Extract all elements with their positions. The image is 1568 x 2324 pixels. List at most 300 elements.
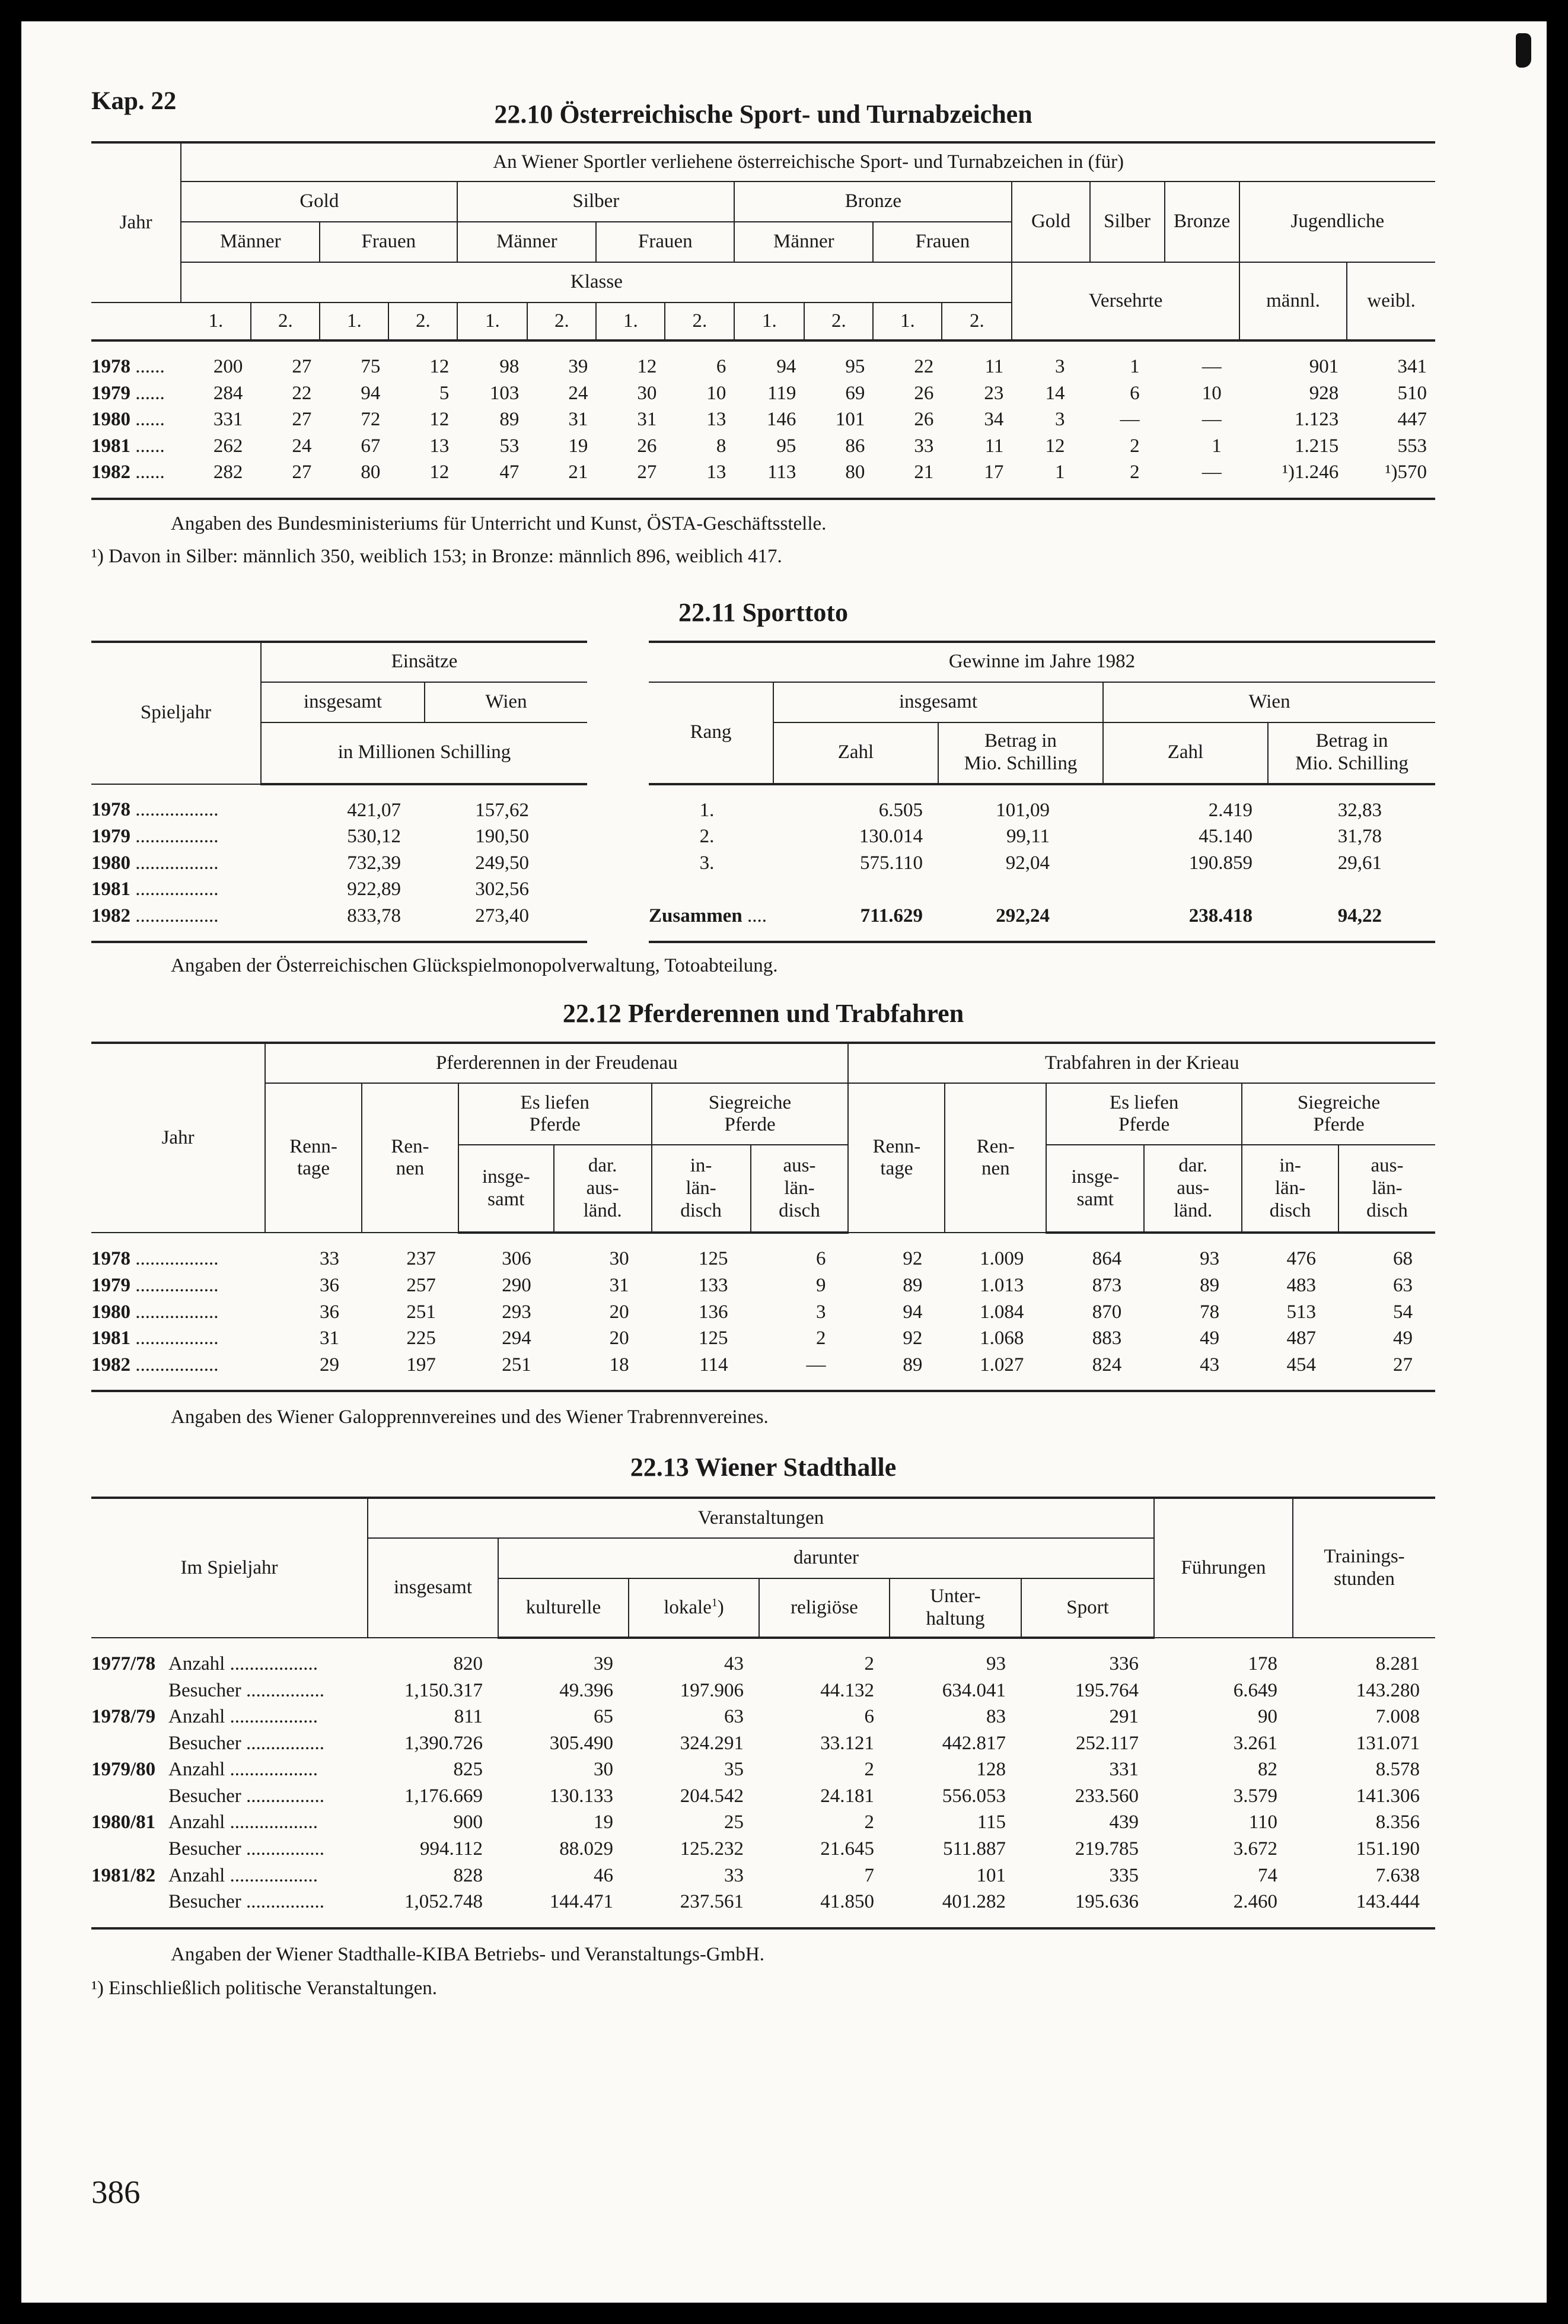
row-year: 1979 ................. — [91, 1275, 219, 1297]
cell-value: 125.232 — [680, 1838, 744, 1860]
hdr-inlaendisch: in- län- disch — [1242, 1145, 1338, 1233]
hdr-unterhaltung: Unter- haltung — [890, 1578, 1021, 1638]
table-row — [91, 823, 587, 850]
table-row — [649, 850, 1435, 877]
hdr-im-spieljahr: Im Spieljahr — [91, 1498, 368, 1638]
cell-value: 1,052.748 — [368, 1889, 498, 1928]
cell-value: 115 — [977, 1812, 1006, 1833]
table-row — [91, 380, 1435, 407]
row-label: 1979/80 Anzahl .................. — [91, 1759, 318, 1781]
chapter-label: Kap. 22 — [91, 87, 177, 115]
k1: 1. — [320, 303, 388, 340]
hdr-dar-auslaend: dar. aus- länd. — [1144, 1145, 1242, 1233]
cell-value: 511.887 — [942, 1838, 1006, 1860]
cell-value: 144.471 — [498, 1889, 629, 1928]
cell-value: 95 — [776, 435, 796, 457]
table-row-anzahl — [91, 1863, 1435, 1889]
cell-value: 11 — [984, 435, 1004, 457]
cell-value: 195.764 — [1075, 1679, 1139, 1701]
cell-value: 44.132 — [820, 1679, 874, 1701]
k1: 1. — [457, 303, 527, 340]
table-row — [649, 784, 1435, 824]
row-year: 1982 ................. — [91, 903, 261, 943]
table-row — [91, 340, 1435, 380]
cell-value: 3 — [815, 1301, 826, 1323]
k2: 2. — [388, 303, 457, 340]
cell-value: 510 — [1397, 382, 1427, 404]
table-row-besucher — [91, 1889, 1435, 1928]
cell-value: 80 — [320, 459, 388, 499]
cell-value: 2.460 — [1154, 1889, 1293, 1928]
table-row — [91, 1325, 1435, 1352]
hdr-siegreiche: Siegreiche Pferde — [1242, 1083, 1435, 1145]
cell-value: 13 — [706, 409, 726, 431]
hdr-religioese: religiöse — [759, 1578, 890, 1638]
cell-value: 3.579 — [1233, 1785, 1278, 1807]
cell-empty — [1103, 876, 1268, 903]
cell-value: 133 — [699, 1275, 728, 1297]
cell-value: 33 — [724, 1864, 744, 1886]
cell-z2: 190.859 — [1188, 852, 1253, 874]
row-year: 1982 ...... — [91, 459, 181, 499]
cell-value: 89 — [903, 1275, 923, 1297]
cell-value: 19 — [594, 1812, 613, 1833]
cell-value: 22 — [292, 382, 312, 404]
table-2210 — [91, 141, 1435, 500]
cell-value: 2 — [864, 1759, 874, 1781]
hdr-zahl: Zahl — [1103, 722, 1268, 784]
cell-value: 33.121 — [820, 1732, 874, 1754]
hdr-insgesamt: insge- samt — [458, 1145, 554, 1233]
cell-value: 2 — [1090, 459, 1165, 499]
cell-value: 251 — [458, 1352, 554, 1392]
table-row-besucher — [91, 1677, 1435, 1704]
cell-value: 74 — [1258, 1864, 1278, 1886]
row-year: 1982 ................. — [91, 1352, 265, 1392]
k2: 2. — [804, 303, 873, 340]
cell-value: 130.133 — [549, 1785, 613, 1807]
cell-value: 1.084 — [980, 1301, 1024, 1323]
hdr-bronze-maenner: Männer — [734, 222, 873, 262]
cell-value: 454 — [1242, 1352, 1338, 1392]
cell-value: 86 — [845, 435, 865, 457]
row-label: Besucher ................ — [168, 1679, 325, 1701]
hdr-es-liefen: Es liefen Pferde — [458, 1083, 652, 1145]
k2: 2. — [251, 303, 320, 340]
cell-value: 93 — [986, 1653, 1006, 1675]
row-year: 1981 ................. — [91, 878, 219, 900]
cell-value: 873 — [1092, 1275, 1122, 1297]
cell-value: 331 — [1109, 1759, 1139, 1781]
cell-value: 26 — [637, 435, 657, 457]
cell-z1: 575.110 — [859, 852, 923, 874]
cell-value: 1,150.317 — [404, 1679, 483, 1701]
cell-value: 21 — [527, 459, 596, 499]
cell-value: 12 — [429, 356, 450, 377]
cell-value: 89 — [1200, 1275, 1220, 1297]
hdr-versehrte-silber: Silber — [1090, 182, 1165, 262]
cell-rang: 1. — [699, 799, 715, 821]
cell-value: 141.306 — [1356, 1785, 1420, 1807]
hdr-in-mio: in Millionen Schilling — [261, 722, 587, 784]
cell-value: 178 — [1248, 1653, 1278, 1674]
cell-value: 69 — [845, 382, 865, 404]
row-year: 1980 ................. — [91, 852, 219, 874]
hdr-versehrte: Versehrte — [1012, 262, 1239, 340]
cell-value: 1 — [1130, 356, 1140, 377]
cell-value: 75 — [361, 356, 381, 377]
table-row-anzahl — [91, 1756, 1435, 1783]
table-row-blank — [649, 876, 1435, 903]
hdr-es-liefen: Es liefen Pferde — [1046, 1083, 1242, 1145]
table-row — [91, 1233, 1435, 1272]
cell-value: 72 — [361, 409, 381, 431]
cell-b1: 101,09 — [996, 799, 1050, 821]
t4-source: Angaben der Wiener Stadthalle-KIBA Betriebs- und Veranstaltungs-GmbH. — [171, 1943, 764, 1965]
cell-value: 54 — [1393, 1301, 1413, 1323]
cell-value: 63 — [724, 1706, 744, 1728]
cell-value: 27 — [1338, 1352, 1435, 1392]
hdr-weibl: weibl. — [1347, 262, 1435, 340]
cell-value: 49 — [1200, 1327, 1220, 1349]
t3-source: Angaben des Wiener Galopprennvereines und des Wiener Trabrennvereines. — [171, 1406, 769, 1428]
cell-value: 200 — [213, 356, 243, 377]
cell-insgesamt: 833,78 — [261, 903, 425, 943]
scan-mark — [1516, 33, 1531, 68]
cell-value: 8.356 — [1375, 1812, 1420, 1833]
cell-wien: 190,50 — [475, 826, 529, 848]
hdr-zahl: Zahl — [773, 722, 938, 784]
cell-value: 29 — [265, 1352, 362, 1392]
cell-value: 442.817 — [942, 1732, 1006, 1754]
hdr-inlaendisch: in- län- disch — [652, 1145, 751, 1233]
cell-value: 22 — [914, 356, 934, 377]
cell-value: 13 — [429, 435, 450, 457]
cell-value: 12 — [388, 459, 457, 499]
cell-value: 262 — [213, 435, 243, 457]
cell-value: 306 — [502, 1248, 531, 1270]
cell-value: 33 — [914, 435, 934, 457]
row-year: 1978 ...... — [91, 356, 165, 377]
table-row — [649, 823, 1435, 850]
cell-b1: 99,11 — [1006, 826, 1050, 848]
row-label: 1981/82 Anzahl .................. — [91, 1864, 318, 1886]
cell-value: 31 — [609, 1275, 629, 1297]
cell-value: 883 — [1092, 1327, 1122, 1349]
cell-value: 825 — [453, 1759, 483, 1781]
cell-value: 24 — [292, 435, 312, 457]
k1: 1. — [734, 303, 804, 340]
table-2211-einsaetze — [91, 641, 587, 944]
cell-value: 12 — [429, 409, 450, 431]
cell-value: 31 — [568, 409, 588, 431]
cell-rang: 2. — [699, 826, 715, 848]
row-label: 1980/81 Anzahl .................. — [91, 1812, 318, 1833]
cell-value: 98 — [499, 356, 520, 377]
hdr-renntage: Renn- tage — [848, 1083, 945, 1233]
cell-value: 27 — [292, 356, 312, 377]
span-title: An Wiener Sportler verliehene österreichische Sport- und Turnabzeichen in (für) — [181, 142, 1435, 182]
cell-value: 197 — [362, 1352, 458, 1392]
cell-value: 10 — [706, 382, 726, 404]
hdr-fuehrungen: Führungen — [1154, 1498, 1293, 1638]
total-b2: 94,22 — [1268, 903, 1435, 943]
cell-value: 994.112 — [419, 1838, 483, 1860]
cell-value: 21 — [873, 459, 942, 499]
hdr-lokale: lokale$^1$) — [629, 1578, 759, 1638]
t1-footnote: ¹) Davon in Silber: männlich 350, weiblich 153; in Bronze: männlich 896, weiblich 417. — [91, 545, 782, 567]
table-2212-title: 22.12 Pferderennen und Trabfahren — [562, 999, 964, 1029]
cell-value: 1.009 — [980, 1247, 1024, 1269]
cell-value: 21.645 — [820, 1838, 874, 1860]
cell-value: 901 — [1309, 356, 1339, 377]
cell-rang: 3. — [699, 852, 715, 874]
hdr-gold: Gold — [181, 182, 457, 222]
hdr-rennen: Ren- nen — [945, 1083, 1046, 1233]
cell-value: 219.785 — [1075, 1838, 1139, 1860]
k1: 1. — [873, 303, 942, 340]
hdr-gold-frauen: Frauen — [320, 222, 457, 262]
table-row-anzahl — [91, 1809, 1435, 1836]
cell-value: 14 — [1045, 382, 1065, 404]
cell-value: 820 — [453, 1653, 483, 1674]
cell-z1: 130.014 — [859, 826, 923, 848]
table-row — [91, 784, 587, 824]
cell-value: 82 — [1258, 1759, 1278, 1781]
hdr-rennen: Ren- nen — [362, 1083, 458, 1233]
cell-value: 24.181 — [820, 1785, 874, 1807]
cell-value: 146 — [766, 409, 796, 431]
row-label: Besucher ................ — [168, 1732, 325, 1754]
cell-value: 7.638 — [1375, 1864, 1420, 1886]
cell-value: 65 — [594, 1706, 613, 1728]
cell-value: 143.280 — [1356, 1679, 1420, 1701]
cell-value: 305.490 — [549, 1732, 613, 1754]
total-b1: 292,24 — [938, 903, 1103, 943]
cell-value: 80 — [804, 459, 873, 499]
cell-value: 110 — [1248, 1812, 1278, 1833]
row-year: 1980 ................. — [91, 1301, 219, 1323]
row-label: Besucher ................ — [168, 1838, 325, 1860]
cell-value: 3.672 — [1233, 1838, 1278, 1860]
cell-value: 1.215 — [1295, 435, 1339, 457]
cell-value: 88.029 — [559, 1838, 613, 1860]
hdr-bronze-frauen: Frauen — [873, 222, 1012, 262]
cell-value: 5 — [439, 382, 450, 404]
cell-value: 27 — [596, 459, 665, 499]
cell-value: 6 — [716, 356, 726, 377]
cell-value: 252.117 — [1075, 1732, 1139, 1754]
cell-value: 864 — [1092, 1248, 1122, 1270]
hdr-auslaendisch: aus- län- disch — [1338, 1145, 1435, 1233]
cell-value: 19 — [568, 435, 588, 457]
row-year: 1978 ................. — [91, 799, 219, 821]
cell-value: 1,390.726 — [404, 1732, 483, 1754]
hdr-jahr: Jahr — [91, 1043, 265, 1233]
hdr-jugendliche: Jugendliche — [1239, 182, 1435, 262]
cell-value: 113 — [734, 459, 804, 499]
cell-value: 27 — [292, 409, 312, 431]
cell-value: 634.041 — [942, 1679, 1006, 1701]
cell-value: 33 — [320, 1247, 340, 1269]
cell-value: 26 — [914, 409, 934, 431]
cell-value: 290 — [502, 1275, 531, 1297]
cell-wien: 249,50 — [475, 852, 529, 874]
cell-value: 143.444 — [1293, 1889, 1435, 1928]
total-label: Zusammen .... — [649, 903, 773, 943]
cell-value: 101 — [976, 1864, 1006, 1886]
cell-value: 78 — [1200, 1301, 1220, 1323]
cell-value: 128 — [976, 1759, 1006, 1781]
page — [21, 21, 1547, 2303]
row-year: 1978 ................. — [91, 1247, 219, 1269]
hdr-spieljahr: Spieljahr — [91, 642, 261, 784]
cell-value: 6 — [864, 1706, 874, 1728]
cell-value: 136 — [699, 1301, 728, 1323]
cell-value: — — [1165, 459, 1239, 499]
table-2213-title: 22.13 Wiener Stadthalle — [630, 1453, 897, 1482]
cell-value: 7 — [864, 1864, 874, 1886]
hdr-insgesamt: insge- samt — [1046, 1145, 1144, 1233]
hdr-auslaendisch: aus- län- disch — [751, 1145, 849, 1233]
hdr-veranstaltungen: Veranstaltungen — [368, 1498, 1154, 1538]
hdr-darunter: darunter — [498, 1538, 1154, 1578]
cell-value: 94 — [776, 356, 796, 377]
cell-value: 1.068 — [980, 1327, 1024, 1349]
hdr-kulturelle: kulturelle — [498, 1578, 629, 1638]
hdr-gold-maenner: Männer — [181, 222, 320, 262]
cell-value: 131.071 — [1356, 1732, 1420, 1754]
cell-value: 30 — [594, 1759, 613, 1781]
cell-value: 68 — [1393, 1248, 1413, 1270]
row-label: Besucher ................ — [168, 1785, 325, 1807]
cell-value: 3 — [1055, 356, 1065, 377]
hdr-krieau: Trabfahren in der Krieau — [848, 1043, 1435, 1083]
cell-value: 257 — [406, 1275, 436, 1297]
hdr-rang: Rang — [649, 682, 773, 784]
cell-b2: 31,78 — [1337, 826, 1382, 848]
table-row — [91, 876, 587, 903]
cell-value: 47 — [457, 459, 527, 499]
hdr-insgesamt: insgesamt — [261, 682, 425, 722]
cell-z2: 2.419 — [1208, 799, 1253, 821]
cell-value: 12 — [637, 356, 657, 377]
cell-value: 8.281 — [1375, 1653, 1420, 1674]
content — [91, 87, 1435, 2210]
cell-value: 2 — [1130, 435, 1140, 457]
cell-value: 39 — [568, 356, 588, 377]
cell-value: ¹)1.246 — [1239, 459, 1347, 499]
k2: 2. — [665, 303, 734, 340]
cell-value: 237.561 — [629, 1889, 759, 1928]
cell-value: 49.396 — [559, 1679, 613, 1701]
cell-value: 2 — [815, 1327, 826, 1349]
cell-value: 25 — [724, 1812, 744, 1833]
cell-z1: 6.505 — [878, 799, 923, 821]
cell-value: 1 — [1012, 459, 1089, 499]
cell-value: 13 — [665, 459, 734, 499]
cell-value: 1.027 — [945, 1352, 1046, 1392]
cell-value: 23 — [984, 382, 1004, 404]
cell-value: 1,176.669 — [404, 1785, 483, 1807]
cell-value: 447 — [1397, 409, 1427, 431]
cell-value: 811 — [454, 1706, 483, 1728]
hdr-wien: Wien — [425, 682, 587, 722]
cell-value: 197.906 — [680, 1679, 744, 1701]
cell-value: 95 — [845, 356, 865, 377]
hdr-gewinne: Gewinne im Jahre 1982 — [649, 642, 1435, 682]
cell-b2: 32,83 — [1337, 799, 1382, 821]
row-year: 1979 ...... — [91, 382, 165, 404]
cell-insgesamt: 421,07 — [347, 799, 401, 821]
cell-wien: 302,56 — [475, 878, 529, 900]
table-2211 — [91, 641, 1435, 944]
cell-value: 17 — [942, 459, 1012, 499]
row-label: 1978/79 Anzahl .................. — [91, 1706, 318, 1728]
cell-value: 20 — [609, 1301, 629, 1323]
table-row — [91, 1272, 1435, 1299]
cell-value: 20 — [609, 1327, 629, 1349]
cell-value: 7.008 — [1375, 1706, 1420, 1728]
cell-value: 401.282 — [890, 1889, 1021, 1928]
cell-value: 6 — [815, 1248, 826, 1270]
cell-value: 487 — [1286, 1327, 1316, 1349]
cell-value: 101 — [835, 409, 865, 431]
cell-value: 90 — [1258, 1706, 1278, 1728]
cell-value: 2 — [864, 1812, 874, 1833]
cell-value: 3 — [1055, 409, 1065, 431]
cell-value: 12 — [1045, 435, 1065, 457]
cell-value: — — [1120, 409, 1140, 431]
table-2213 — [91, 1497, 1435, 1929]
cell-value: 225 — [406, 1327, 436, 1349]
cell-wien: 273,40 — [425, 903, 587, 943]
cell-b1: 92,04 — [1005, 852, 1050, 874]
table-row — [91, 850, 587, 877]
cell-value: 1 — [1212, 435, 1222, 457]
table-row — [91, 433, 1435, 460]
cell-empty — [773, 876, 938, 903]
table-2210-title: 22.10 Österreichische Sport- und Turnabzeichen — [494, 100, 1032, 129]
cell-value: 53 — [499, 435, 520, 457]
page-number: 386 — [91, 2174, 141, 2210]
cell-empty — [1268, 876, 1435, 903]
t2-source: Angaben der Österreichischen Glückspielmonopolverwaltung, Totoabteilung. — [171, 955, 778, 977]
table-2211-title: 22.11 Sporttoto — [678, 597, 848, 627]
cell-value: 3.261 — [1233, 1732, 1278, 1754]
total-z2: 238.418 — [1103, 903, 1268, 943]
t4-footnote: ¹) Einschließlich politische Veranstaltungen. — [91, 1977, 437, 1999]
hdr-dar-auslaend: dar. aus- länd. — [554, 1145, 652, 1233]
cell-value: ¹)570 — [1347, 459, 1435, 499]
cell-value: 35 — [724, 1759, 744, 1781]
cell-value: 233.560 — [1075, 1785, 1139, 1807]
row-year: 1979 ................. — [91, 826, 219, 848]
cell-value: 900 — [453, 1812, 483, 1833]
cell-value: 114 — [652, 1352, 751, 1392]
cell-value: 331 — [213, 409, 243, 431]
cell-z2: 45.140 — [1199, 826, 1253, 848]
cell-value: 63 — [1393, 1275, 1413, 1297]
cell-value: 483 — [1286, 1275, 1316, 1297]
cell-value: — — [1202, 409, 1222, 431]
cell-insgesamt: 530,12 — [347, 826, 401, 848]
table-2211-gewinne — [649, 641, 1435, 944]
cell-value: 31 — [637, 409, 657, 431]
hdr-jahr-blank — [91, 303, 181, 340]
cell-value: 43 — [724, 1653, 744, 1675]
hdr-maennl: männl. — [1239, 262, 1347, 340]
